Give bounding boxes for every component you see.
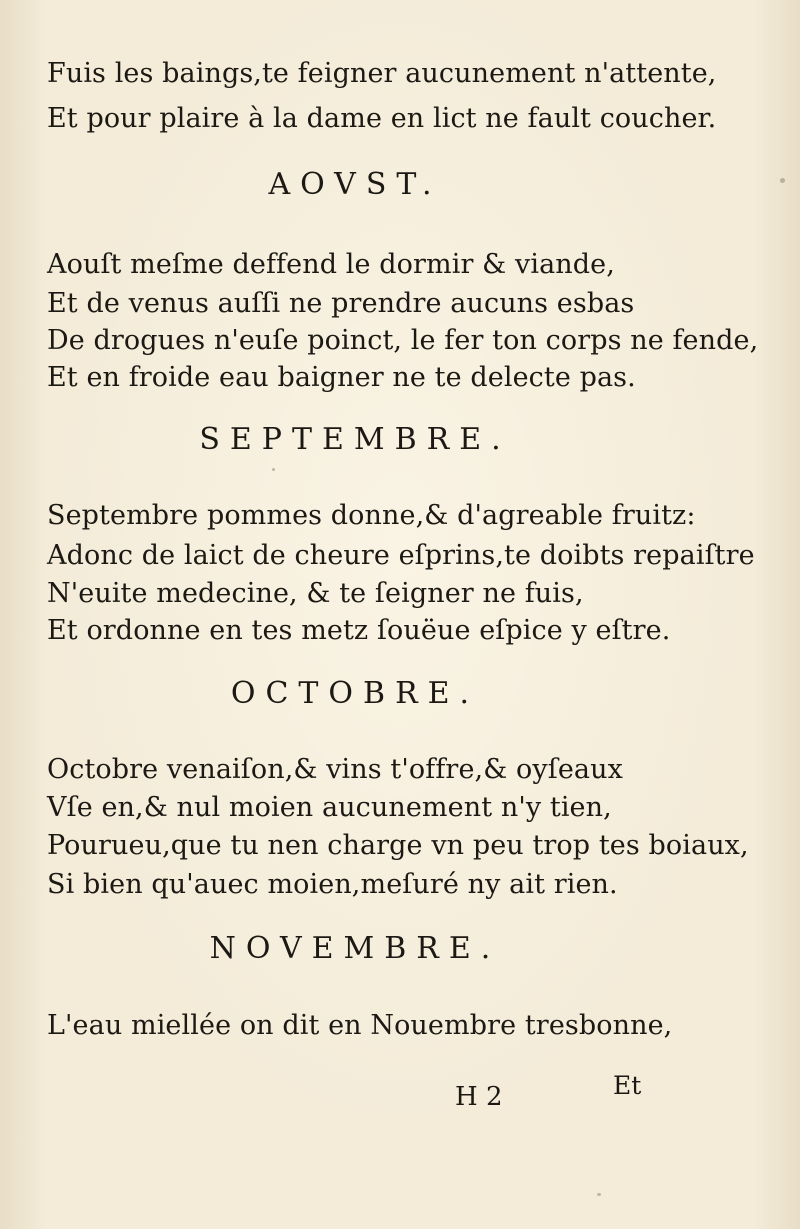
verse-line: Adonc de laict de cheure eſprins,te doibts repaiſtre — [47, 540, 755, 571]
verse-line: Et pour plaire à la dame en lict ne fault coucher. — [47, 103, 717, 134]
verse-line: Fuis les baings,te feigner aucunement n'attente, — [47, 58, 717, 89]
verse-line: Pourueu,que tu nen charge vn peu trop tes boiaux, — [47, 830, 749, 861]
paper-speck — [272, 468, 275, 471]
month-heading-septembre: SEPTEMBRE. — [199, 422, 511, 457]
signature-mark: H 2 — [455, 1082, 503, 1112]
month-heading-novembre: NOVEMBRE. — [209, 931, 501, 966]
paper-speck — [597, 1193, 601, 1196]
verse-line: De drogues n'euſe poinct, le fer ton corps ne fende, — [47, 325, 759, 356]
verse-line: Septembre pommes donne,& d'agreable fruitz: — [47, 500, 696, 531]
paper-speck — [780, 178, 785, 183]
verse-line: Aouſt meſme deffend le dormir & viande, — [47, 249, 615, 280]
verse-line: L'eau miellée on dit en Nouembre tresbonne, — [47, 1010, 673, 1041]
verse-line: Et ordonne en tes metz ſouëue eſpice y eſtre. — [47, 615, 671, 646]
verse-line: Et en froide eau baigner ne te delecte pas. — [47, 362, 636, 393]
verse-line: N'euite medecine, & te ſeigner ne fuis, — [47, 578, 584, 609]
month-heading-octobre: OCTOBRE. — [230, 676, 480, 711]
verse-line: Vſe en,& nul moien aucunement n'y tien, — [47, 792, 612, 823]
catchword: Et — [613, 1071, 642, 1100]
verse-line: Si bien qu'auec moien,meſuré ny ait rien. — [47, 869, 618, 900]
verse-line: Octobre venaiſon,& vins t'offre,& oyſeaux — [47, 754, 623, 785]
verse-line: Et de venus auſſi ne prendre aucuns esbas — [47, 288, 635, 319]
month-heading-aovst: AOVST. — [268, 167, 442, 202]
